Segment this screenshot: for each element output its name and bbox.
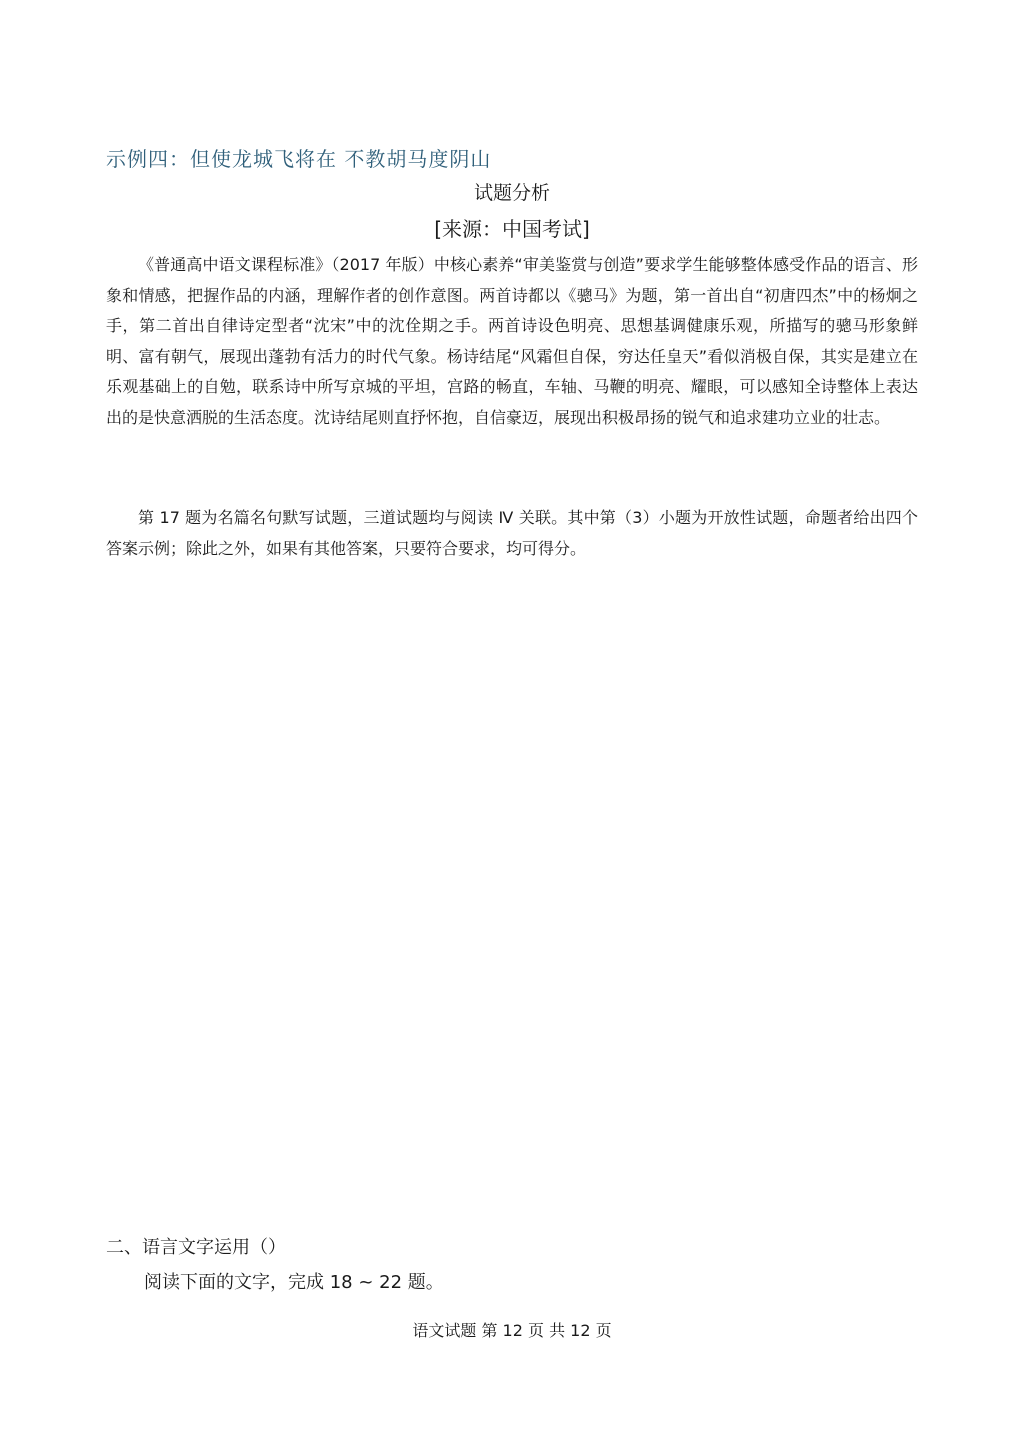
section-instruction: 阅读下面的文字，完成 18 ~ 22 题。 [144, 1272, 444, 1293]
page-footer: 语文试题 第 12 页 共 12 页 [412, 1321, 612, 1340]
analysis-paragraph-2: 第 17 题为名篇名句默写试题，三道试题均与阅读 Ⅳ 关联。其中第（3）小题为开放性试题，命题者给出四个答案示例；除此之外，如果有其他答案，只要符合要求，均可得分。 [106, 508, 918, 558]
analysis-title: 试题分析 [473, 182, 550, 204]
source-note: [来源：中国考试] [434, 217, 590, 241]
analysis-paragraph-1: 《普通高中语文课程标准》（2017 年版）中核心素养“审美鉴赏与创造”要求学生能够整体感受作品的语言、形象和情感，把握作品的内涵，理解作者的创作意图。两首诗都以《骢马》为题，第一首出自“初唐四杰”中的杨炯之手，第二首出自律诗定型者“沈宋”中的沈佺期之手。两首诗设色明亮、思想基调健康乐观，所描写的骢马形象鲜明、富有朝气，展现出蓬勃有活力的时代气象。杨诗结尾“风霜但自保，穷达任皇天”看似消极自保，其实是建立在乐观基础上的自勉，联系诗中所写京城的平坦，宫路的畅直，车轴、马鞭的明亮、耀眼，可以感知全诗整体上表达出的是快意洒脱的生活态度。沈诗结尾则直抒怀抱，自信豪迈，展现出积极昂扬的锐气和追求建功立业的壮志。 [106, 255, 918, 427]
section-heading: 二、语言文字运用（） [106, 1237, 286, 1258]
example-answer-line: 示例四：但使龙城飞将在 不教胡马度阴山 [106, 147, 492, 171]
